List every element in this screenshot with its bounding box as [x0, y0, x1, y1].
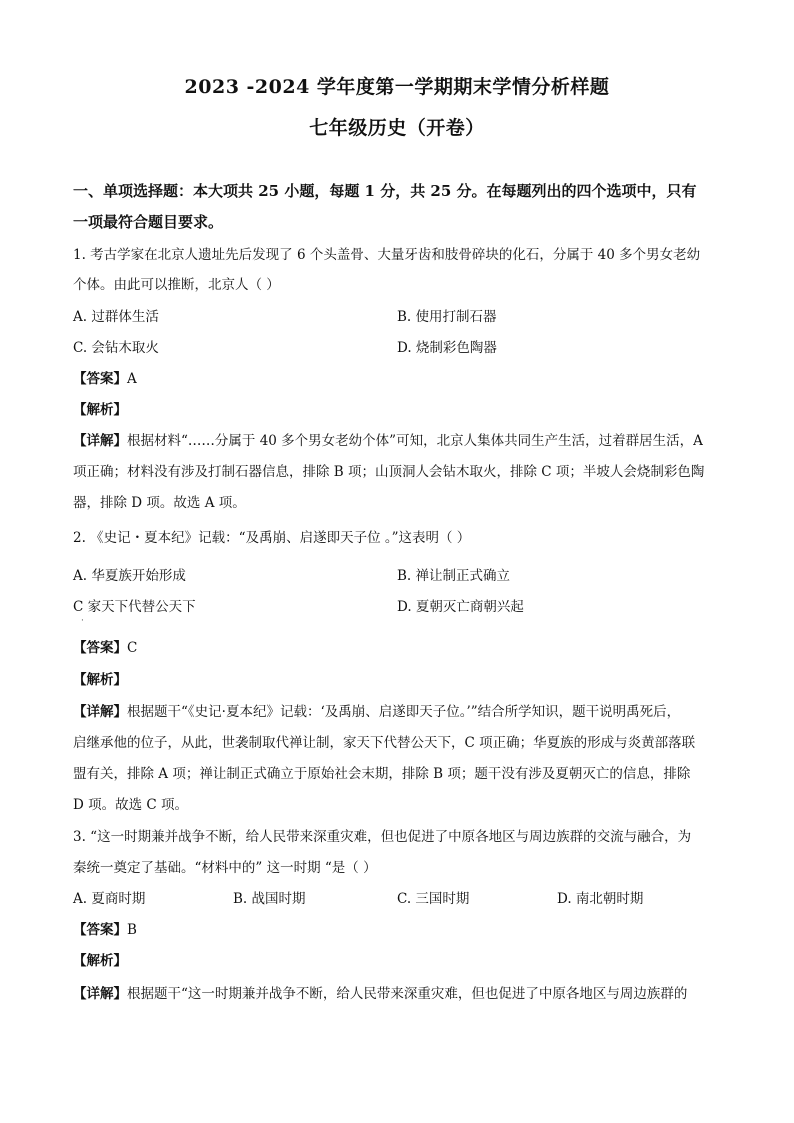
q2-detail-line3: 盟有关，排除 A 项；禅让制正式确立于原始社会末期，排除 B 项；题干没有涉及夏朝灭亡的信息，排除 — [73, 766, 691, 782]
q2-answer-label: 【答案】 — [73, 640, 127, 656]
q3-option-c: C. 三国时期 — [397, 891, 470, 907]
stray-mark: · — [81, 616, 84, 626]
exam-title: 2023 -2024 学年度第一学期期末学情分析样题 — [184, 76, 610, 98]
q3-answer-value: B — [127, 922, 137, 938]
q1-stem-line2: 个体。由此可以推断，北京人（ ） — [73, 277, 280, 293]
q3-detail-label: 【详解】 — [73, 986, 127, 1002]
q3-stem-line1: 3. “这一时期兼并战争不断，给人民带来深重灾难，但也促进了中原各地区与周边族群的交流与融合，为 — [73, 829, 692, 845]
q1-answer-value: A — [127, 371, 137, 387]
q2-detail-text1: 根据题干“《史记·夏本纪》记载：‘及禹崩、启遂即天子位。’”结合所学知识，题干说明禹死后， — [127, 704, 681, 720]
q2-detail-line4: D 项。故选 C 项。 — [73, 797, 189, 813]
q2-option-c: C 家天下代替公天下 — [73, 599, 196, 615]
q1-detail-line3: 器，排除 D 项。故选 A 项。 — [73, 495, 246, 511]
q2-option-a: A. 华夏族开始形成 — [73, 568, 186, 584]
q3-answer — [73, 921, 723, 939]
q3-detail-text1: 根据题干“这一时期兼并战争不断，给人民带来深重灾难，但也促进了中原各地区与周边族群的 — [127, 986, 688, 1002]
q2-detail-label: 【详解】 — [73, 704, 127, 720]
q3-analysis-label: 【解析】 — [73, 953, 127, 969]
q1-detail-line1 — [73, 432, 723, 450]
q2-analysis-label: 【解析】 — [73, 672, 127, 688]
q1-detail-line2: 项正确；材料没有涉及打制石器信息，排除 B 项；山顶洞人会钻木取火，排除 C 项；半坡人会烧制彩色陶 — [73, 464, 705, 480]
section-heading-line2: 一项最符合题目要求。 — [73, 213, 224, 231]
section-heading-line1: 一、单项选择题：本大项共 25 小题，每题 1 分，共 25 分。在每题列出的四个选项中，只有 — [73, 182, 697, 200]
q3-detail-line1 — [73, 985, 723, 1003]
q1-stem-line1: 1. 考古学家在北京人遗址先后发现了 6 个头盖骨、大量牙齿和肢骨碎块的化石，分属于 40 多个男女老幼 — [73, 247, 701, 263]
q2-answer-value: C — [127, 640, 138, 656]
q3-option-b: B. 战国时期 — [233, 891, 306, 907]
q1-option-b: B. 使用打制石器 — [397, 309, 497, 325]
q2-option-b: B. 禅让制正式确立 — [397, 568, 511, 584]
q1-option-d: D. 烧制彩色陶器 — [397, 340, 497, 356]
q2-option-d: D. 夏朝灭亡商朝兴起 — [397, 599, 524, 615]
q1-answer-label: 【答案】 — [73, 371, 127, 387]
q3-option-d: D. 南北朝时期 — [557, 891, 644, 907]
q1-detail-label: 【详解】 — [73, 433, 127, 449]
q3-answer-label: 【答案】 — [73, 922, 127, 938]
exam-subtitle: 七年级历史（开卷） — [309, 117, 485, 139]
q1-option-c: C. 会钻木取火 — [73, 340, 159, 356]
q3-option-a: A. 夏商时期 — [73, 891, 146, 907]
q1-option-a: A. 过群体生活 — [73, 309, 159, 325]
q1-detail-text1: 根据材料“……分属于 40 多个男女老幼个体”可知，北京人集体共同生产生活，过着群居生活，A — [127, 433, 703, 449]
q3-stem-line2: 秦统一奠定了基础。“材料中的” 这一时期 “是（ ） — [73, 860, 377, 876]
q2-detail-line1 — [73, 703, 723, 721]
q2-answer — [73, 639, 723, 657]
q2-detail-line2: 启继承他的位子，从此，世袭制取代禅让制，家天下代替公天下，C 项正确；华夏族的形成与炎黄部落联 — [73, 735, 696, 751]
q2-stem-line1: 2. 《史记・夏本纪》记载：“及禹崩、启遂即天子位 。”这表明（ ） — [73, 530, 471, 546]
q1-answer — [73, 370, 723, 388]
q1-analysis-label: 【解析】 — [73, 402, 127, 418]
